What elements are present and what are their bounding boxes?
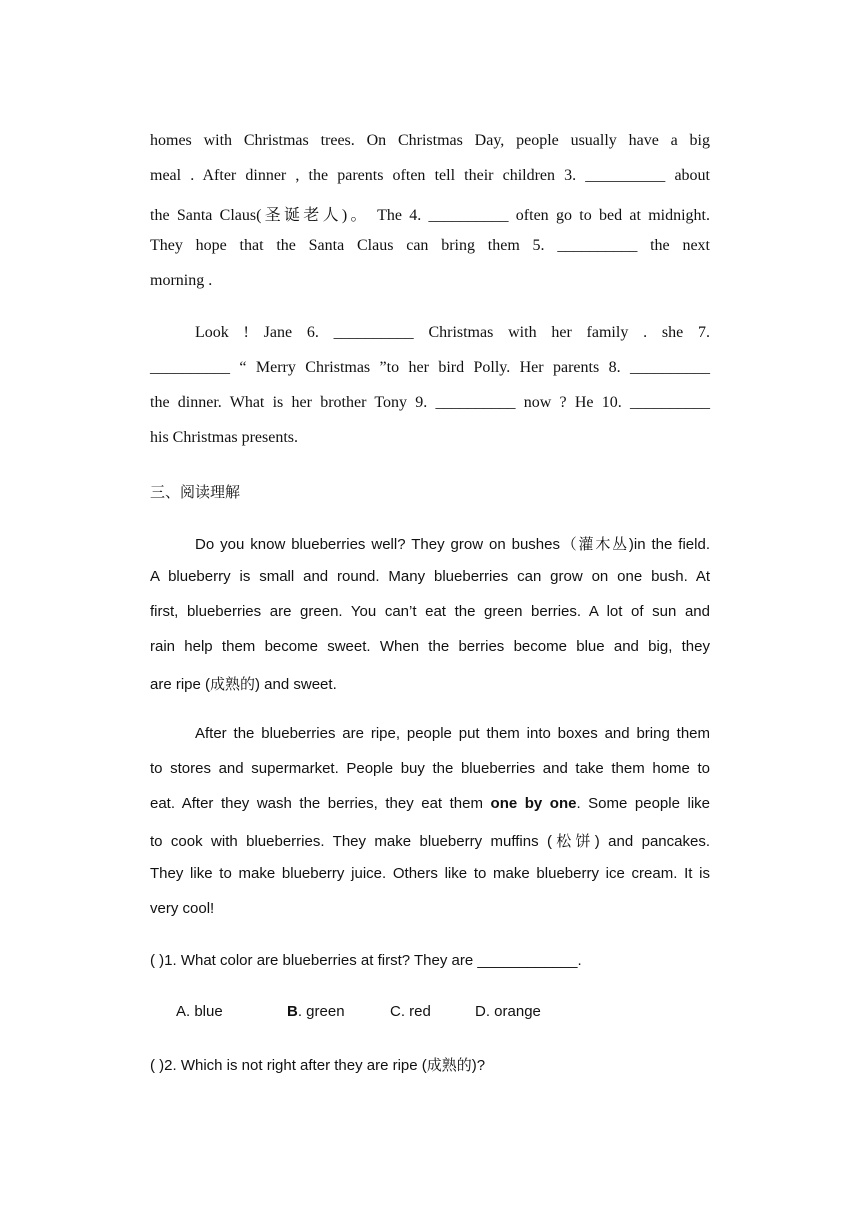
- q1-option-b-letter: B: [287, 1003, 298, 1020]
- reading-p2-line3: [150, 795, 710, 812]
- reading-p2-line6: very cool!: [150, 900, 215, 917]
- question-1: ( )1. What color are blueberries at first? They are ____________.: [150, 952, 582, 969]
- cloze-p2-line3: the dinner. What is her brother Tony 9. __________ now ? He 10. __________: [150, 394, 710, 411]
- q1-option-b: [287, 1003, 345, 1020]
- cloze-p1-line5: morning .: [150, 272, 213, 289]
- cloze-p1-line3: the Santa Claus(圣诞老人)。 The 4. __________ often go to bed at midnight.: [150, 207, 710, 224]
- question-2: ( )2. Which is not right after they are ripe (成熟的)?: [150, 1057, 486, 1074]
- reading-p2-line3-before: eat. After they wash the berries, they eat them: [150, 795, 491, 812]
- section-heading: 三、阅读理解: [150, 484, 241, 501]
- q1-option-a: A. blue: [176, 1003, 223, 1020]
- reading-p1-line5: are ripe (成熟的) and sweet.: [150, 676, 337, 693]
- q1-option-d: D. orange: [475, 1003, 541, 1020]
- reading-p1-line2: A blueberry is small and round. Many blueberries can grow on one bush. At: [150, 568, 710, 585]
- q1-option-b-text: . green: [297, 1003, 345, 1020]
- cloze-p2-line2: __________ “ Merry Christmas ”to her bird Polly. Her parents 8. __________: [150, 359, 710, 376]
- cloze-p2-line1: Look ! Jane 6. __________ Christmas with her family . she 7.: [195, 324, 710, 341]
- reading-p2-line3-after: . Some people like: [576, 795, 710, 812]
- reading-p1-line3: first, blueberries are green. You can’t eat the green berries. A lot of sun and: [150, 603, 710, 620]
- cloze-p2-line4: his Christmas presents.: [150, 429, 298, 446]
- q1-option-c: C. red: [390, 1003, 431, 1020]
- bold-phrase: one by one: [490, 795, 577, 812]
- reading-p2-line2: to stores and supermarket. People buy the blueberries and take them home to: [150, 760, 710, 777]
- reading-p2-line1: After the blueberries are ripe, people put them into boxes and bring them: [195, 725, 710, 742]
- cloze-p1-line4: They hope that the Santa Claus can bring them 5. __________ the next: [150, 237, 710, 254]
- reading-p2-line4: to cook with blueberries. They make blueberry muffins (松饼) and pancakes.: [150, 833, 710, 850]
- cloze-p1-line1: homes with Christmas trees. On Christmas Day, people usually have a big: [150, 132, 710, 149]
- reading-p1-line4: rain help them become sweet. When the berries become blue and big, they: [150, 638, 710, 655]
- reading-p2-line5: They like to make blueberry juice. Others like to make blueberry ice cream. It is: [150, 865, 710, 882]
- cloze-p1-line2: meal . After dinner , the parents often tell their children 3. __________ about: [150, 167, 710, 184]
- reading-p1-line1: Do you know blueberries well? They grow on bushes（灌木丛)in the field.: [195, 536, 710, 553]
